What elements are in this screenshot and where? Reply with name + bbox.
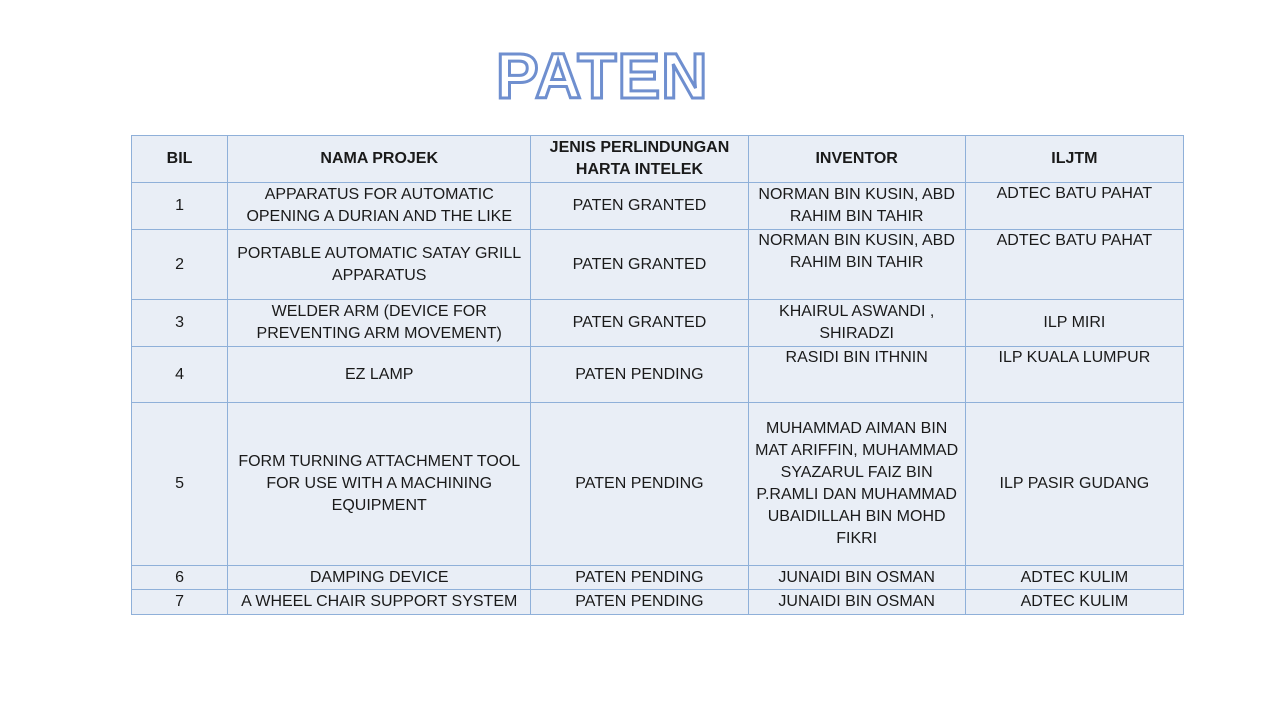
- cell-bil: 7: [132, 590, 228, 615]
- cell-inventor: RASIDI BIN ITHNIN: [748, 347, 965, 403]
- cell-institution: ADTEC KULIM: [965, 590, 1183, 615]
- cell-bil: 2: [132, 230, 228, 300]
- cell-bil: 3: [132, 300, 228, 347]
- header-nama-projek: NAMA PROJEK: [228, 136, 531, 183]
- cell-project-name: EZ LAMP: [228, 347, 531, 403]
- table-row: [132, 566, 1184, 590]
- table-row: [132, 300, 1184, 347]
- patent-table: [131, 135, 1184, 615]
- table-row: [132, 230, 1184, 300]
- cell-institution: ILP KUALA LUMPUR: [965, 347, 1183, 403]
- cell-project-name: FORM TURNING ATTACHMENT TOOL FOR USE WITH A MACHINING EQUIPMENT: [228, 403, 531, 566]
- cell-project-name: WELDER ARM (DEVICE FOR PREVENTING ARM MOVEMENT): [228, 300, 531, 347]
- cell-bil: 1: [132, 183, 228, 230]
- cell-institution: ILP MIRI: [965, 300, 1183, 347]
- cell-institution: ADTEC BATU PAHAT: [965, 230, 1183, 300]
- table-row: [132, 183, 1184, 230]
- header-inventor: INVENTOR: [748, 136, 965, 183]
- cell-inventor: JUNAIDI BIN OSMAN: [748, 566, 965, 590]
- cell-bil: 5: [132, 403, 228, 566]
- cell-inventor: MUHAMMAD AIMAN BIN MAT ARIFFIN, MUHAMMAD SYAZARUL FAIZ BIN P.RAMLI DAN MUHAMMAD UBAIDILLAH BIN MOHD FIKRI: [748, 403, 965, 566]
- cell-project-name: A WHEEL CHAIR SUPPORT SYSTEM: [228, 590, 531, 615]
- table-row: [132, 347, 1184, 403]
- table-header-row: [132, 136, 1184, 183]
- cell-inventor: JUNAIDI BIN OSMAN: [748, 590, 965, 615]
- cell-protection-type: PATEN GRANTED: [531, 230, 748, 300]
- page-title: PATEN: [496, 40, 709, 112]
- cell-inventor: KHAIRUL ASWANDI , SHIRADZI: [748, 300, 965, 347]
- cell-project-name: PORTABLE AUTOMATIC SATAY GRILL APPARATUS: [228, 230, 531, 300]
- cell-institution: ADTEC KULIM: [965, 566, 1183, 590]
- cell-protection-type: PATEN PENDING: [531, 347, 748, 403]
- header-jenis-perlindungan: JENIS PERLINDUNGAN HARTA INTELEK: [531, 136, 748, 183]
- cell-protection-type: PATEN PENDING: [531, 590, 748, 615]
- cell-inventor: NORMAN BIN KUSIN, ABD RAHIM BIN TAHIR: [748, 230, 965, 300]
- table-row: [132, 403, 1184, 566]
- header-bil: BIL: [132, 136, 228, 183]
- header-iljtm: ILJTM: [965, 136, 1183, 183]
- table-row: [132, 590, 1184, 615]
- cell-bil: 4: [132, 347, 228, 403]
- cell-protection-type: PATEN GRANTED: [531, 300, 748, 347]
- cell-project-name: DAMPING DEVICE: [228, 566, 531, 590]
- cell-bil: 6: [132, 566, 228, 590]
- cell-project-name: APPARATUS FOR AUTOMATIC OPENING A DURIAN AND THE LIKE: [228, 183, 531, 230]
- cell-protection-type: PATEN PENDING: [531, 403, 748, 566]
- cell-institution: ILP PASIR GUDANG: [965, 403, 1183, 566]
- cell-protection-type: PATEN GRANTED: [531, 183, 748, 230]
- cell-institution: ADTEC BATU PAHAT: [965, 183, 1183, 230]
- cell-inventor: NORMAN BIN KUSIN, ABD RAHIM BIN TAHIR: [748, 183, 965, 230]
- cell-protection-type: PATEN PENDING: [531, 566, 748, 590]
